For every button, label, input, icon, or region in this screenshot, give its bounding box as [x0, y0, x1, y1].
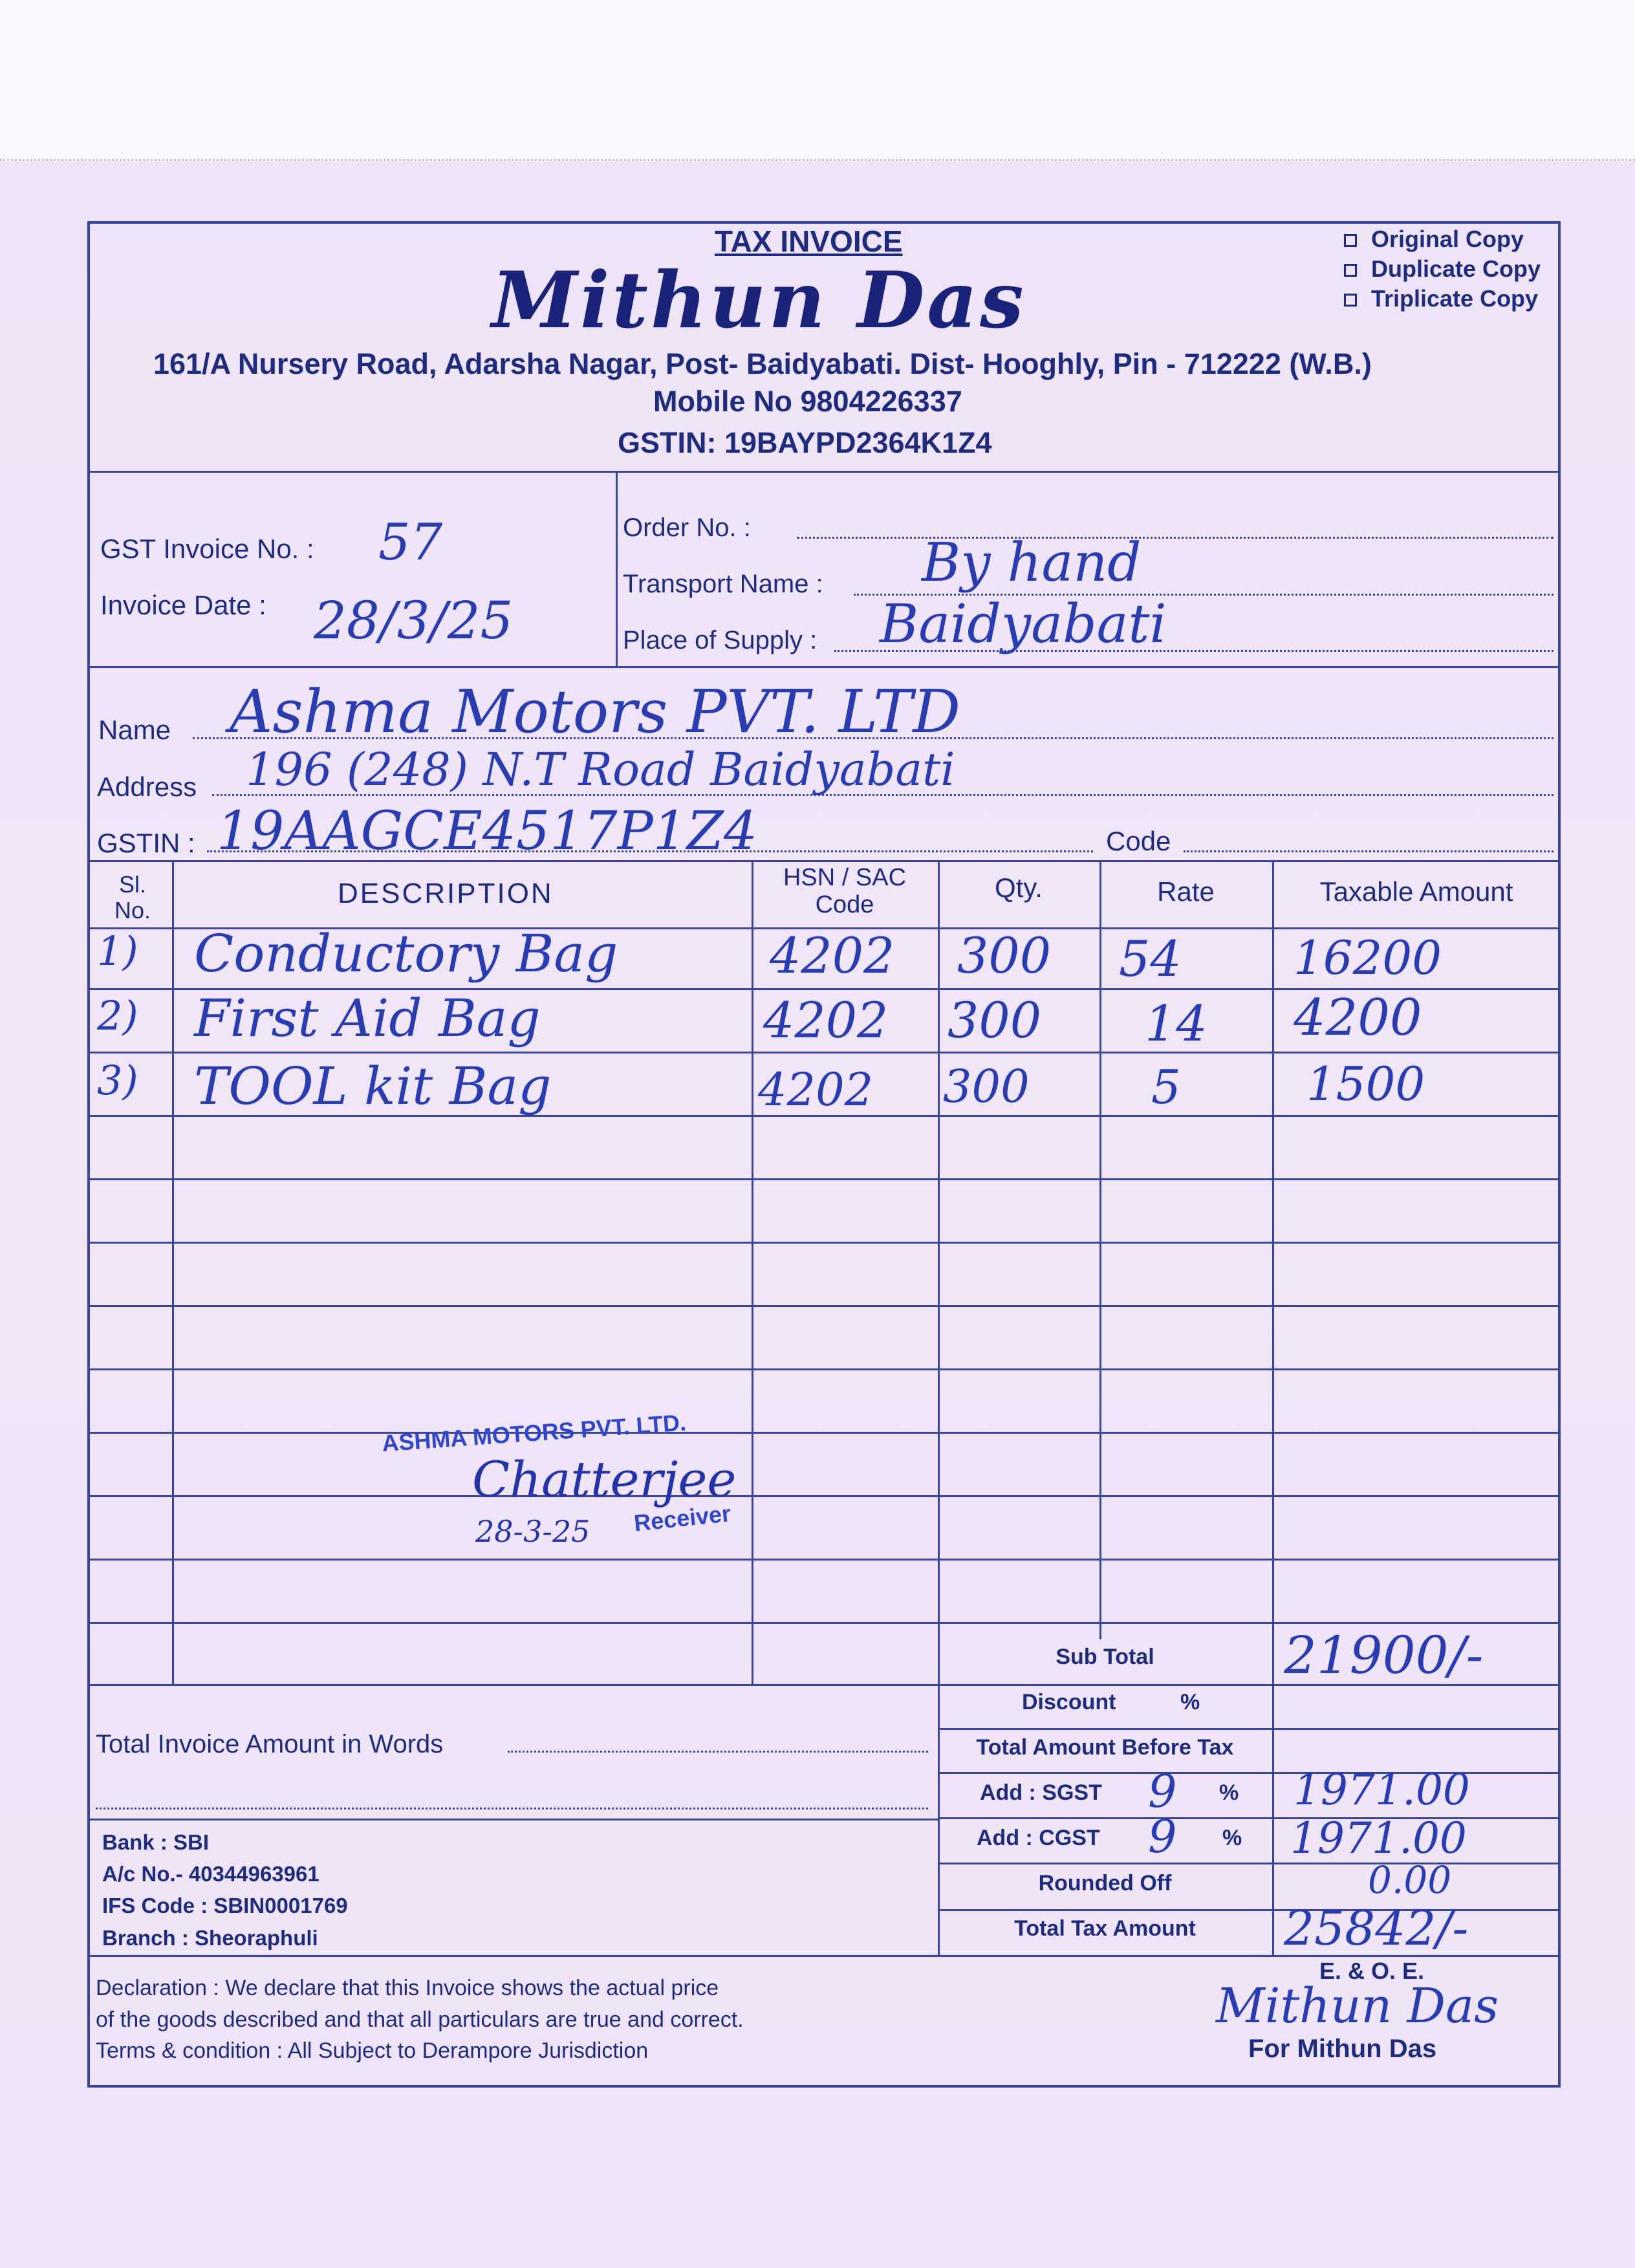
rounded-label: Rounded Off [1038, 1871, 1172, 1895]
invoice-no-value: 57 [378, 513, 443, 572]
table-row-rule [87, 1242, 1561, 1244]
checkbox-icon [1344, 264, 1357, 277]
divider [87, 666, 1561, 668]
row-amount: 16200 [1294, 931, 1442, 985]
stamp-date: 28-3-25 [475, 1514, 590, 1549]
sgst-rate: 9 [1148, 1765, 1177, 1818]
stamp-role: Receiver [633, 1500, 732, 1537]
for-seller-label: For Mithun Das [1248, 2035, 1437, 2063]
total-value: 25842/- [1284, 1901, 1469, 1956]
row-qty: 300 [957, 927, 1052, 984]
sgst-label: Add : SGST [980, 1780, 1102, 1805]
copy-duplicate[interactable]: Duplicate Copy [1344, 257, 1541, 281]
order-no-label: Order No. : [623, 513, 751, 542]
buyer-name-label: Name [98, 715, 171, 745]
supply-label: Place of Supply : [623, 626, 817, 654]
business-address: 161/A Nursery Road, Adarsha Nagar, Post- Baidyabati. Dist- Hooghly, Pin - 712222 (W.B.) [153, 347, 1372, 380]
copy-triplicate[interactable]: Triplicate Copy [1344, 287, 1538, 310]
row-rate: 5 [1151, 1060, 1181, 1114]
row-hsn: 4202 [770, 927, 895, 984]
divider [616, 471, 618, 666]
perforated-edge [0, 159, 1635, 167]
row-qty: 300 [947, 991, 1042, 1049]
cgst-rate: 9 [1148, 1810, 1177, 1863]
subtotal-value: 21900/- [1284, 1625, 1484, 1685]
checkbox-icon [1344, 234, 1357, 247]
buyer-code-label: Code [1106, 826, 1171, 856]
stamp-signature: Chatterjee [472, 1451, 737, 1508]
buyer-code-line [1184, 850, 1554, 852]
terms-line: Terms & condition : All Subject to Derampore Jurisdiction [96, 2038, 649, 2063]
eoe-label: E. & O. E. [1319, 1958, 1425, 1984]
cgst-label: Add : CGST [977, 1826, 1100, 1850]
divider [938, 1863, 1561, 1864]
declaration-line-2: of the goods described and that all particulars are true and correct. [96, 2007, 744, 2032]
divider [87, 471, 1561, 473]
transport-value: By hand [922, 532, 1142, 594]
table-row-rule [87, 1559, 1561, 1561]
table-row-rule [87, 1495, 1561, 1497]
table-row-rule [87, 1178, 1561, 1180]
copy-original[interactable]: Original Copy [1344, 228, 1524, 251]
row-sl: 2) [97, 992, 138, 1039]
divider [87, 1819, 938, 1820]
sgst-pct: % [1219, 1780, 1239, 1805]
row-qty: 300 [943, 1060, 1030, 1113]
words-line-2 [96, 1808, 928, 1809]
row-description: First Aid Bag [194, 988, 541, 1048]
th-description: DESCRIPTION [338, 878, 554, 909]
row-rate: 14 [1145, 995, 1207, 1052]
order-no-line [797, 537, 1554, 539]
cgst-pct: % [1222, 1826, 1242, 1850]
before-tax-label: Total Amount Before Tax [976, 1735, 1234, 1760]
words-label: Total Invoice Amount in Words [96, 1730, 444, 1758]
table-row-rule [87, 1052, 1561, 1053]
bank-name: Bank : SBI [102, 1830, 210, 1854]
buyer-address-value: 196 (248) N.T Road Baidyabati [246, 743, 955, 796]
invoice-no-label: GST Invoice No. : [100, 534, 314, 564]
divider [87, 1684, 938, 1686]
divider [938, 1728, 1561, 1730]
divider [1099, 860, 1101, 1639]
seller-signature: Mithun Das [1216, 1978, 1499, 2034]
bank-branch: Branch : Sheoraphuli [102, 1926, 318, 1950]
row-sl: 3) [97, 1057, 138, 1104]
bank-account: A/c No.- 40344963961 [102, 1862, 319, 1886]
business-mobile: Mobile No 9804226337 [653, 385, 962, 418]
th-qty: Qty. [995, 872, 1043, 903]
th-rate: Rate [1157, 876, 1215, 907]
sgst-value: 1971.00 [1294, 1765, 1470, 1815]
cgst-value: 1971.00 [1290, 1813, 1467, 1863]
total-label: Total Tax Amount [1014, 1916, 1196, 1941]
th-amount: Taxable Amount [1319, 876, 1513, 907]
buyer-gstin-label: GSTIN : [97, 828, 195, 858]
divider [87, 860, 1561, 862]
row-hsn: 4202 [758, 1063, 874, 1116]
th-hsn: HSN / SAC Code [783, 864, 907, 918]
table-row-rule [87, 1368, 1561, 1370]
buyer-name-value: Ashma Motors PVT. LTD [230, 677, 961, 746]
discount-label: Discount [1022, 1690, 1116, 1714]
row-description: Conductory Bag [194, 923, 618, 984]
discount-pct: % [1180, 1690, 1200, 1714]
buyer-gstin-value: 19AAGCE4517P1Z4 [217, 801, 758, 862]
row-amount: 4200 [1294, 989, 1422, 1047]
invoice-date-label: Invoice Date : [100, 590, 266, 620]
checkbox-icon [1344, 294, 1357, 307]
doc-type-title: TAX INVOICE [715, 224, 903, 258]
stamp-company: ASHMA MOTORS PVT. LTD. [381, 1409, 688, 1457]
transport-label: Transport Name : [623, 570, 823, 598]
row-hsn: 4202 [763, 991, 889, 1049]
buyer-address-label: Address [97, 772, 197, 802]
divider [1272, 860, 1274, 1955]
row-rate: 54 [1119, 930, 1182, 988]
table-row-rule [87, 1432, 1561, 1434]
table-row-rule [87, 1622, 1561, 1624]
divider [938, 860, 940, 1955]
supply-value: Baidyabati [880, 594, 1167, 655]
rounded-value: 0.00 [1368, 1858, 1452, 1902]
row-sl: 1) [97, 927, 138, 975]
bank-ifsc: IFS Code : SBIN0001769 [102, 1894, 348, 1917]
invoice-date-value: 28/3/25 [314, 590, 514, 651]
subtotal-label: Sub Total [1056, 1645, 1154, 1669]
business-gstin: GSTIN: 19BAYPD2364K1Z4 [618, 426, 992, 459]
divider [938, 1817, 1561, 1819]
th-sl: Sl. No. [114, 871, 151, 923]
table-row-rule [87, 1305, 1561, 1307]
declaration-line-1: Declaration : We declare that this Invoice shows the actual price [96, 1976, 719, 2000]
business-name: Mithun Das [492, 255, 1026, 346]
row-description: TOOL kit Bag [194, 1056, 552, 1116]
row-amount: 1500 [1306, 1057, 1425, 1111]
words-line [508, 1751, 928, 1753]
